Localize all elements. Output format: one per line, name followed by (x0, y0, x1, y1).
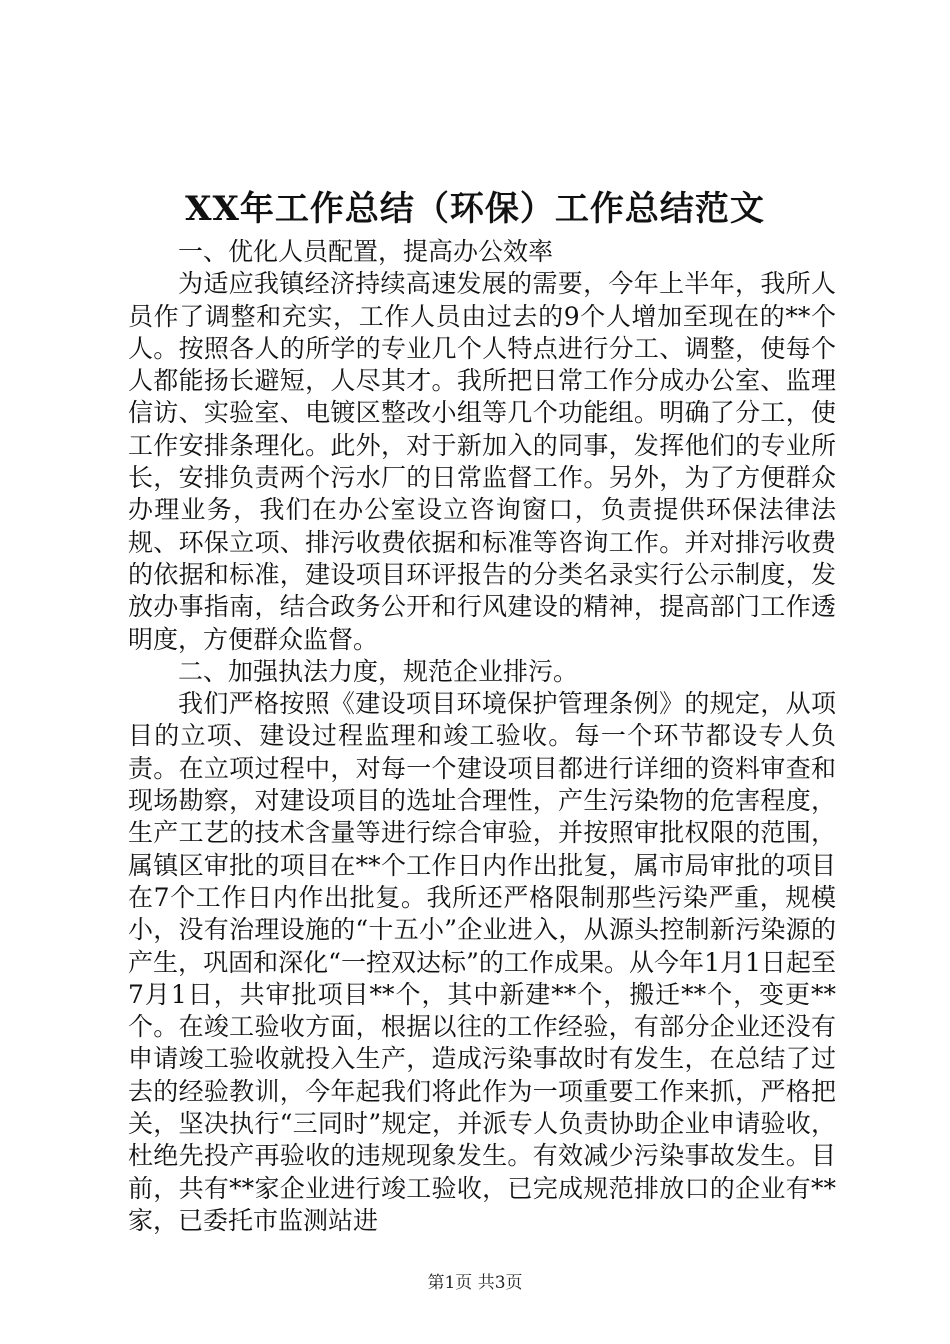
document-body (128, 236, 836, 1237)
section-heading-1: 一、优化人员配置，提高办公效率 (178, 237, 554, 266)
paragraph-1: 为适应我镇经济持续高速发展的需要，今年上半年，我所人员作了调整和充实，工作人员由过去的9个人增加至现在的**个人。按照各人的所学的专业几个人特点进行分工、调整，使每个人都能扬长避短，人尽其才。我所把日常工作分成办公室、监理信访、实验室、电镀区整改小组等几个功能组。明确了分工，使工作安排条理化。此外，对于新加入的同事，发挥他们的专业所长，安排负责两个污水厂的日常监督工作。另外，为了方便群众办理业务，我们在办公室设立咨询窗口，负责提供环保法律法规、环保立项、排污收费依据和标准等咨询工作。并对排污收费的依据和标准，建设项目环评报告的分类名录实行公示制度，发放办事指南，结合政务公开和行风建设的精神，提高部门工作透明度，方便群众监督。 (128, 269, 836, 654)
page-number-footer: 第1页 共3页 (427, 1273, 523, 1293)
paragraph-2: 我们严格按照《建设项目环境保护管理条例》的规定，从项目的立项、建设过程监理和竣工验收。每一个环节都设专人负责。在立项过程中，对每一个建设项目都进行详细的资料审查和现场勘察，对建设项目的选址合理性，产生污染物的危害程度，生产工艺的技术含量等进行综合审验，并按照审批权限的范围，属镇区审批的项目在**个工作日内作出批复，属市局审批的项目在7个工作日内作出批复。我所还严格限制那些污染严重，规模小，没有治理设施的“十五小”企业进入，从源头控制新污染源的产生，巩固和深化“一控双达标”的工作成果。从今年1月1日起至7月1日，共审批项目**个，其中新建**个，搬迁**个，变更**个。在竣工验收方面，根据以往的工作经验，有部分企业还没有申请竣工验收就投入生产，造成污染事故时有发生，在总结了过去的经验教训，今年起我们将此作为一项重要工作来抓，严格把关，坚决执行“三同时”规定，并派专人负责协助企业申请验收，杜绝先投产再验收的违规现象发生。有效减少污染事故发生。目前，共有**家企业进行竣工验收，已完成规范排放口的企业有**家，已委托市监测站进 (128, 689, 836, 1235)
document-title: XX年工作总结（环保）工作总结范文 (185, 189, 765, 229)
section-heading-2: 二、加强执法力度，规范企业排污。 (178, 656, 579, 686)
